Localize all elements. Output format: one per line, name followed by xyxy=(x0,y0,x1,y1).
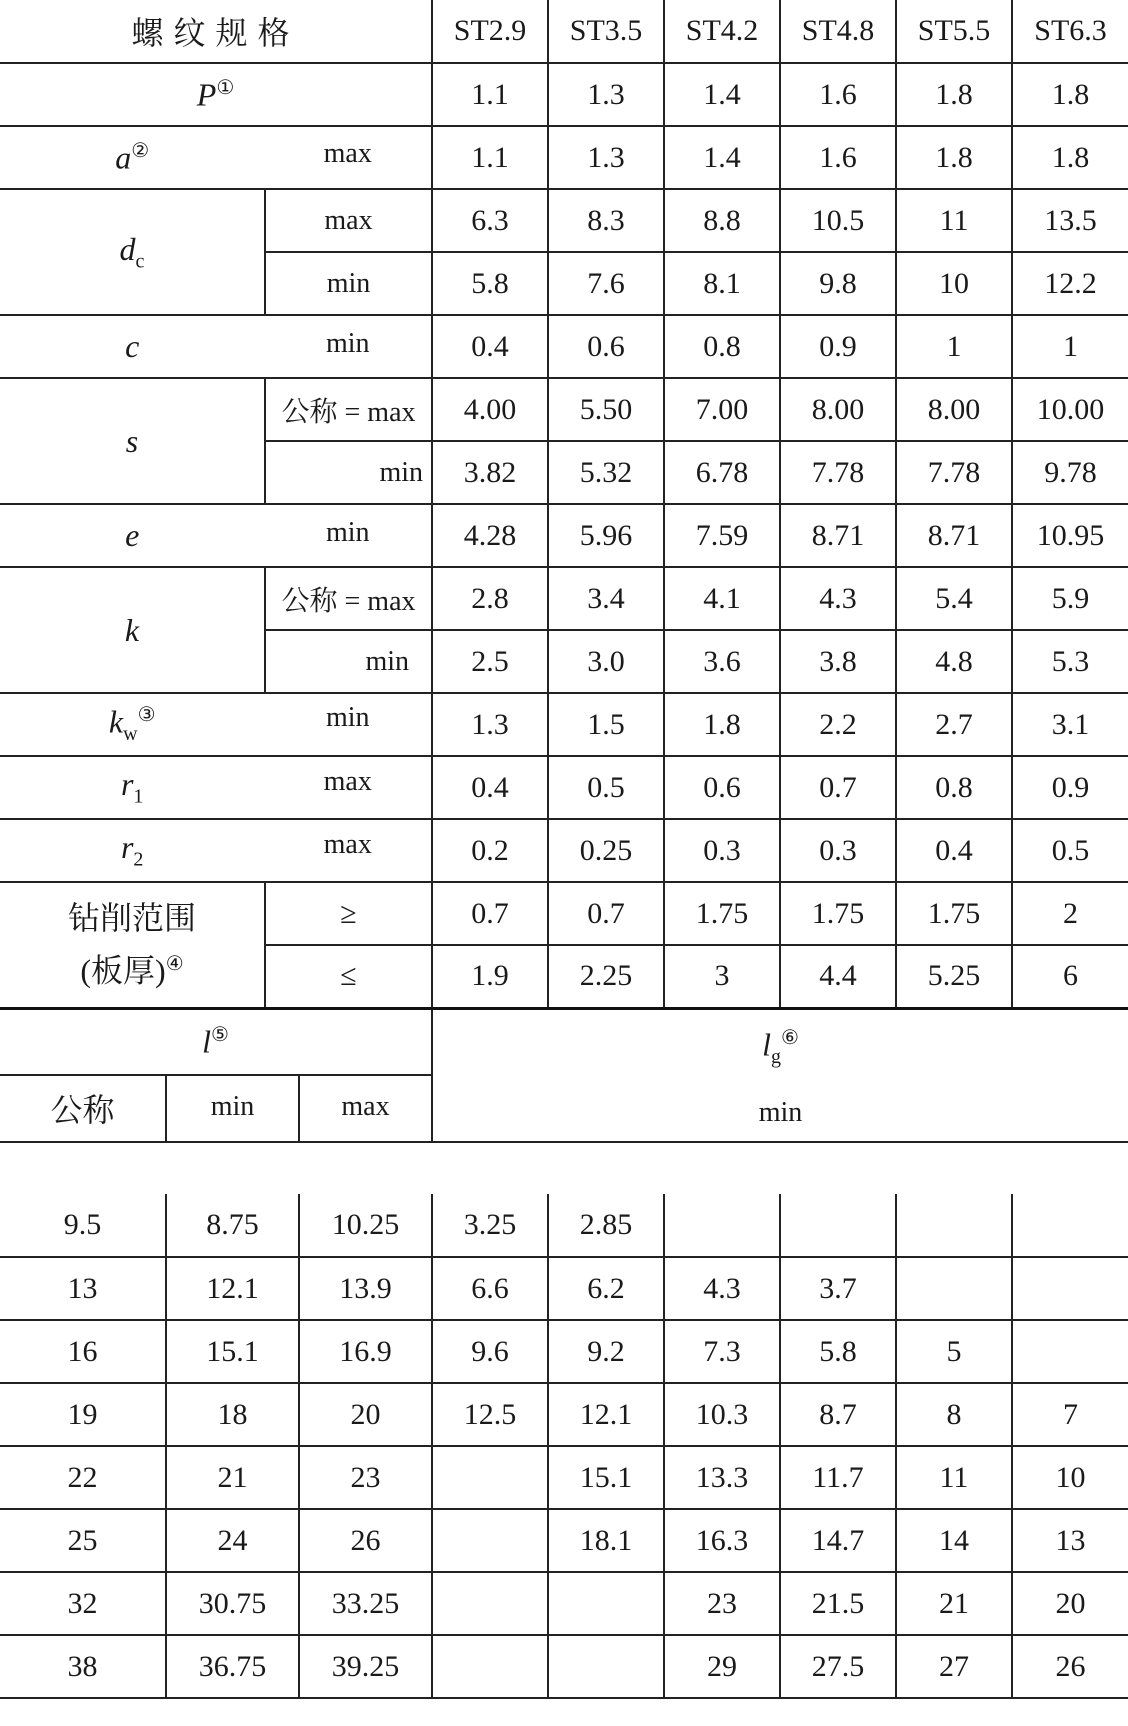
value-cell: 1.3 xyxy=(432,693,548,756)
col-max-header: max xyxy=(341,1090,390,1122)
value-cell: 8.00 xyxy=(896,378,1012,441)
row-length-header xyxy=(0,1008,1128,1075)
lg-value: 10.3 xyxy=(664,1383,780,1446)
length-rows xyxy=(0,1194,1128,1698)
value-cell: 0.7 xyxy=(548,882,664,945)
param-symbol: d xyxy=(119,230,136,267)
row-r1 xyxy=(0,756,1128,819)
value-cell: 2.2 xyxy=(780,693,896,756)
value-cell: 1.4 xyxy=(664,126,780,189)
drill-range-label xyxy=(0,882,265,1008)
value-cell: 10.5 xyxy=(780,189,896,252)
value-cell: 11 xyxy=(896,189,1012,252)
drill-range-line1: 钻削范围 xyxy=(67,900,196,937)
value-cell: 1.6 xyxy=(780,63,896,126)
lg-value xyxy=(1012,1320,1128,1383)
value-cell: 4.3 xyxy=(780,567,896,630)
value-cell: 0.2 xyxy=(432,819,548,882)
length-nominal: 32 xyxy=(0,1572,166,1635)
length-nominal: 9.5 xyxy=(0,1194,166,1257)
value-cell: 1.75 xyxy=(664,882,780,945)
lg-value: 27.5 xyxy=(780,1635,896,1698)
lg-value xyxy=(548,1572,664,1635)
length-row xyxy=(0,1509,1128,1572)
lg-value: 12.5 xyxy=(432,1383,548,1446)
value-cell: 3.6 xyxy=(664,630,780,693)
thread-spec-header: 螺纹规格 xyxy=(0,0,432,63)
size-header: ST4.2 xyxy=(664,0,780,63)
value-cell: 1.3 xyxy=(548,63,664,126)
value-cell: 1.8 xyxy=(1012,126,1128,189)
value-cell: 0.8 xyxy=(664,315,780,378)
value-cell: 1.8 xyxy=(896,126,1012,189)
value-cell: 1 xyxy=(1012,315,1128,378)
row-c xyxy=(0,315,1128,378)
length-min: 30.75 xyxy=(166,1572,299,1635)
value-cell: 0.7 xyxy=(780,756,896,819)
value-cell: 6 xyxy=(1012,945,1128,1008)
limit-label: 公称 = max xyxy=(265,567,432,630)
lg-value: 26 xyxy=(1012,1635,1128,1698)
value-cell: 1.9 xyxy=(432,945,548,1008)
value-cell: 2.25 xyxy=(548,945,664,1008)
length-row xyxy=(0,1194,1128,1257)
value-cell: 0.9 xyxy=(780,315,896,378)
length-nominal: 38 xyxy=(0,1635,166,1698)
value-cell: 4.28 xyxy=(432,504,548,567)
subscript: g xyxy=(771,1045,781,1068)
value-cell: 0.7 xyxy=(432,882,548,945)
value-cell: 7.6 xyxy=(548,252,664,315)
length-nominal: 13 xyxy=(0,1257,166,1320)
length-row xyxy=(0,1320,1128,1383)
param-a-label xyxy=(0,126,432,189)
length-table xyxy=(0,1194,1128,1699)
param-symbol: l xyxy=(762,1026,771,1063)
lg-value: 9.6 xyxy=(432,1320,548,1383)
value-cell: 7.78 xyxy=(896,441,1012,504)
param-c-label xyxy=(0,315,432,378)
param-symbol: P xyxy=(196,76,217,113)
value-cell: 1.1 xyxy=(432,63,548,126)
lg-value: 2.85 xyxy=(548,1194,664,1257)
value-cell: 5.32 xyxy=(548,441,664,504)
param-symbol: k xyxy=(108,704,124,741)
length-max: 26 xyxy=(299,1509,432,1572)
param-r1-label xyxy=(0,756,432,819)
lg-value: 11 xyxy=(896,1446,1012,1509)
le-symbol: ≤ xyxy=(265,945,432,1008)
row-drill-ge xyxy=(0,882,1128,945)
col-min-max-header xyxy=(166,1075,432,1142)
value-cell: 3.0 xyxy=(548,630,664,693)
value-cell: 1.5 xyxy=(548,693,664,756)
value-cell: 10.95 xyxy=(1012,504,1128,567)
lg-value xyxy=(896,1194,1012,1257)
param-symbol: l xyxy=(202,1023,211,1060)
size-header: ST2.9 xyxy=(432,0,548,63)
length-nominal: 19 xyxy=(0,1383,166,1446)
lg-value: 6.6 xyxy=(432,1257,548,1320)
value-cell: 0.3 xyxy=(664,819,780,882)
subscript: c xyxy=(135,250,145,273)
row-s-max xyxy=(0,378,1128,441)
limit-label: min xyxy=(265,630,432,693)
length-max: 20 xyxy=(299,1383,432,1446)
lg-value: 15.1 xyxy=(548,1446,664,1509)
value-cell: 1.6 xyxy=(780,126,896,189)
value-cell: 3.4 xyxy=(548,567,664,630)
value-cell: 1.4 xyxy=(664,63,780,126)
param-r2-label xyxy=(0,819,432,882)
lg-value: 6.2 xyxy=(548,1257,664,1320)
lg-value: 20 xyxy=(1012,1572,1128,1635)
subscript: w xyxy=(123,723,138,746)
lg-value: 13 xyxy=(1012,1509,1128,1572)
lg-value: 27 xyxy=(896,1635,1012,1698)
header-row xyxy=(0,0,1128,63)
value-cell: 0.25 xyxy=(548,819,664,882)
lg-value: 7 xyxy=(1012,1383,1128,1446)
value-cell: 2 xyxy=(1012,882,1128,945)
lg-value xyxy=(1012,1257,1128,1320)
limit-label: min xyxy=(325,517,370,548)
length-nominal: 22 xyxy=(0,1446,166,1509)
row-a xyxy=(0,126,1128,189)
param-symbol: a xyxy=(115,139,132,176)
row-k-max xyxy=(0,567,1128,630)
value-cell: 4.00 xyxy=(432,378,548,441)
length-max: 33.25 xyxy=(299,1572,432,1635)
value-cell: 7.59 xyxy=(664,504,780,567)
lg-value: 14 xyxy=(896,1509,1012,1572)
value-cell: 10.00 xyxy=(1012,378,1128,441)
lg-value: 11.7 xyxy=(780,1446,896,1509)
lg-value: 5 xyxy=(896,1320,1012,1383)
value-cell: 1.8 xyxy=(896,63,1012,126)
value-cell: 8.71 xyxy=(896,504,1012,567)
param-symbol: r xyxy=(120,829,134,866)
value-cell: 9.78 xyxy=(1012,441,1128,504)
value-cell: 0.6 xyxy=(548,315,664,378)
lg-value: 14.7 xyxy=(780,1509,896,1572)
value-cell: 0.4 xyxy=(896,819,1012,882)
value-cell: 0.5 xyxy=(1012,819,1128,882)
value-cell: 5.9 xyxy=(1012,567,1128,630)
length-min: 24 xyxy=(166,1509,299,1572)
size-header: ST5.5 xyxy=(896,0,1012,63)
limit-label: min xyxy=(325,328,370,359)
value-cell: 3 xyxy=(664,945,780,1008)
value-cell: 5.50 xyxy=(548,378,664,441)
lg-value: 7.3 xyxy=(664,1320,780,1383)
footnote-mark: ② xyxy=(131,140,150,163)
value-cell: 5.8 xyxy=(432,252,548,315)
value-cell: 7.00 xyxy=(664,378,780,441)
limit-label: 公称 = max xyxy=(265,378,432,441)
value-cell: 8.3 xyxy=(548,189,664,252)
lg-value xyxy=(432,1635,548,1698)
length-row xyxy=(0,1257,1128,1320)
value-cell: 12.2 xyxy=(1012,252,1128,315)
lg-value: 5.8 xyxy=(780,1320,896,1383)
lg-value: 3.7 xyxy=(780,1257,896,1320)
lg-value: 18.1 xyxy=(548,1509,664,1572)
length-min: 15.1 xyxy=(166,1320,299,1383)
length-min: 8.75 xyxy=(166,1194,299,1257)
value-cell: 0.9 xyxy=(1012,756,1128,819)
value-cell: 1.75 xyxy=(780,882,896,945)
length-min: 36.75 xyxy=(166,1635,299,1698)
footnote-mark: ⑤ xyxy=(210,1024,229,1047)
limit-label: max xyxy=(323,138,372,170)
limit-label: max xyxy=(323,829,372,861)
row-kw xyxy=(0,693,1128,756)
lg-value: 21 xyxy=(896,1572,1012,1635)
ge-symbol: ≥ xyxy=(265,882,432,945)
size-header: ST6.3 xyxy=(1012,0,1128,63)
lg-value xyxy=(1012,1194,1128,1257)
value-cell: 8.00 xyxy=(780,378,896,441)
lg-value: 13.3 xyxy=(664,1446,780,1509)
param-kw-symbol xyxy=(0,702,264,746)
value-cell: 6.3 xyxy=(432,189,548,252)
value-cell: 1.8 xyxy=(664,693,780,756)
param-e-label xyxy=(0,504,432,567)
value-cell: 0.6 xyxy=(664,756,780,819)
length-min: 12.1 xyxy=(166,1257,299,1320)
limit-label: min xyxy=(265,441,432,504)
lg-symbol-line xyxy=(433,1010,1128,1085)
footnote-mark: ① xyxy=(216,77,235,100)
limit-label: min xyxy=(758,1096,803,1128)
param-k-label: k xyxy=(0,567,265,693)
lg-value xyxy=(664,1194,780,1257)
length-l-header xyxy=(0,1008,432,1075)
lg-value: 12.1 xyxy=(548,1383,664,1446)
lg-value xyxy=(780,1194,896,1257)
lg-value: 4.3 xyxy=(664,1257,780,1320)
param-symbol: c xyxy=(125,328,140,364)
value-cell: 4.1 xyxy=(664,567,780,630)
lg-value xyxy=(432,1509,548,1572)
lg-value: 8 xyxy=(896,1383,1012,1446)
value-cell: 2.8 xyxy=(432,567,548,630)
value-cell: 8.8 xyxy=(664,189,780,252)
param-dc-label xyxy=(0,189,265,315)
size-header: ST3.5 xyxy=(548,0,664,63)
lg-value: 16.3 xyxy=(664,1509,780,1572)
row-e xyxy=(0,504,1128,567)
value-cell: 5.25 xyxy=(896,945,1012,1008)
drill-range-thickness: (板厚) xyxy=(80,953,166,990)
value-cell: 9.8 xyxy=(780,252,896,315)
value-cell: 8.71 xyxy=(780,504,896,567)
limit-label: min xyxy=(325,702,370,734)
drill-range-line2 xyxy=(0,941,264,994)
length-max: 16.9 xyxy=(299,1320,432,1383)
lg-value: 23 xyxy=(664,1572,780,1635)
value-cell: 1.8 xyxy=(1012,63,1128,126)
lg-value xyxy=(432,1572,548,1635)
value-cell: 5.3 xyxy=(1012,630,1128,693)
length-row xyxy=(0,1572,1128,1635)
value-cell: 2.7 xyxy=(896,693,1012,756)
value-cell: 4.4 xyxy=(780,945,896,1008)
value-cell: 1.1 xyxy=(432,126,548,189)
value-cell: 1.3 xyxy=(548,126,664,189)
value-cell: 3.82 xyxy=(432,441,548,504)
subscript: 1 xyxy=(133,785,144,808)
lg-value: 21.5 xyxy=(780,1572,896,1635)
value-cell: 13.5 xyxy=(1012,189,1128,252)
limit-label: min xyxy=(265,252,432,315)
value-cell: 1 xyxy=(896,315,1012,378)
value-cell: 4.8 xyxy=(896,630,1012,693)
row-dc-max xyxy=(0,189,1128,252)
param-r1-symbol xyxy=(0,766,264,808)
length-max: 10.25 xyxy=(299,1194,432,1257)
value-cell: 0.8 xyxy=(896,756,1012,819)
value-cell: 0.5 xyxy=(548,756,664,819)
lg-value xyxy=(896,1257,1012,1320)
col-nominal-header: 公称 xyxy=(0,1075,166,1142)
value-cell: 2.5 xyxy=(432,630,548,693)
param-symbol: r xyxy=(120,766,134,803)
length-row xyxy=(0,1635,1128,1698)
length-lg-header xyxy=(432,1008,1128,1142)
param-a-symbol xyxy=(0,138,264,177)
value-cell: 1.75 xyxy=(896,882,1012,945)
footnote-mark: ③ xyxy=(137,704,156,727)
footnote-mark: ④ xyxy=(165,953,184,976)
value-cell: 10 xyxy=(896,252,1012,315)
value-cell: 0.4 xyxy=(432,315,548,378)
length-min: 18 xyxy=(166,1383,299,1446)
length-max: 13.9 xyxy=(299,1257,432,1320)
value-cell: 0.4 xyxy=(432,756,548,819)
value-cell: 6.78 xyxy=(664,441,780,504)
value-cell: 0.3 xyxy=(780,819,896,882)
value-cell: 3.1 xyxy=(1012,693,1128,756)
footnote-mark: ⑥ xyxy=(781,1026,799,1049)
lg-value xyxy=(432,1446,548,1509)
value-cell: 5.96 xyxy=(548,504,664,567)
lg-value: 9.2 xyxy=(548,1320,664,1383)
param-s-label: s xyxy=(0,378,265,504)
value-cell: 5.4 xyxy=(896,567,1012,630)
row-r2 xyxy=(0,819,1128,882)
length-max: 23 xyxy=(299,1446,432,1509)
value-cell: 3.8 xyxy=(780,630,896,693)
row-P xyxy=(0,63,1128,126)
value-cell: 7.78 xyxy=(780,441,896,504)
length-min: 21 xyxy=(166,1446,299,1509)
length-nominal: 16 xyxy=(0,1320,166,1383)
param-r2-symbol xyxy=(0,829,264,871)
param-P-label xyxy=(0,63,432,126)
lg-value: 3.25 xyxy=(432,1194,548,1257)
length-max: 39.25 xyxy=(299,1635,432,1698)
length-row xyxy=(0,1446,1128,1509)
value-cell: 8.1 xyxy=(664,252,780,315)
param-symbol: e xyxy=(125,517,140,553)
length-nominal: 25 xyxy=(0,1509,166,1572)
limit-label: max xyxy=(265,189,432,252)
lg-value: 10 xyxy=(1012,1446,1128,1509)
lg-value: 29 xyxy=(664,1635,780,1698)
subscript: 2 xyxy=(133,848,144,871)
lg-value xyxy=(548,1635,664,1698)
lg-value: 8.7 xyxy=(780,1383,896,1446)
limit-label: max xyxy=(323,766,372,798)
length-row xyxy=(0,1383,1128,1446)
col-min-header: min xyxy=(167,1076,300,1141)
param-kw-label xyxy=(0,693,432,756)
size-header: ST4.8 xyxy=(780,0,896,63)
